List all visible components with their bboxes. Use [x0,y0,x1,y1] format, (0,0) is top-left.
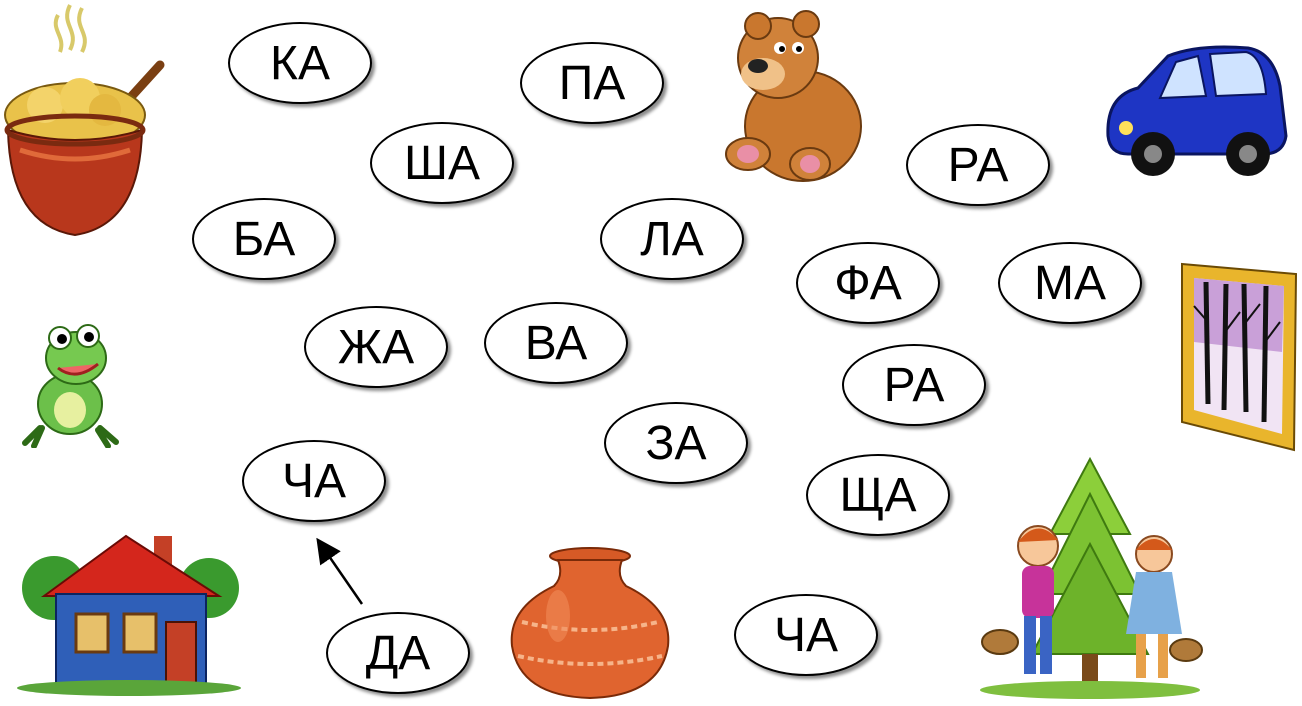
syllable-ba[interactable]: БА [192,198,336,280]
syllable-ka[interactable]: КА [228,22,372,104]
clay-jar-icon [508,546,678,701]
frog-icon [20,318,125,448]
syllable-ma[interactable]: МА [998,242,1142,324]
syllable-shcha[interactable]: ЩА [806,454,950,536]
syllable-va[interactable]: ВА [484,302,628,384]
syllable-za[interactable]: ЗА [604,402,748,484]
syllable-cha-left[interactable]: ЧА [242,440,386,522]
car-icon [1098,36,1293,186]
syllable-la[interactable]: ЛА [600,198,744,280]
syllable-cha-bottom[interactable]: ЧА [734,594,878,676]
syllable-da[interactable]: ДА [326,612,470,694]
porridge-pot-icon [0,0,180,250]
syllable-fa[interactable]: ФА [796,242,940,324]
syllable-ra-middle[interactable]: РА [842,344,986,426]
children-at-tree-icon [970,454,1210,702]
syllable-ra-top[interactable]: РА [906,124,1050,206]
syllable-zha[interactable]: ЖА [304,306,448,388]
house-icon [14,526,244,696]
bear-icon [718,6,888,186]
picture-frame-icon [1180,262,1298,452]
syllable-pa[interactable]: ПА [520,42,664,124]
syllable-sha[interactable]: ША [370,122,514,204]
